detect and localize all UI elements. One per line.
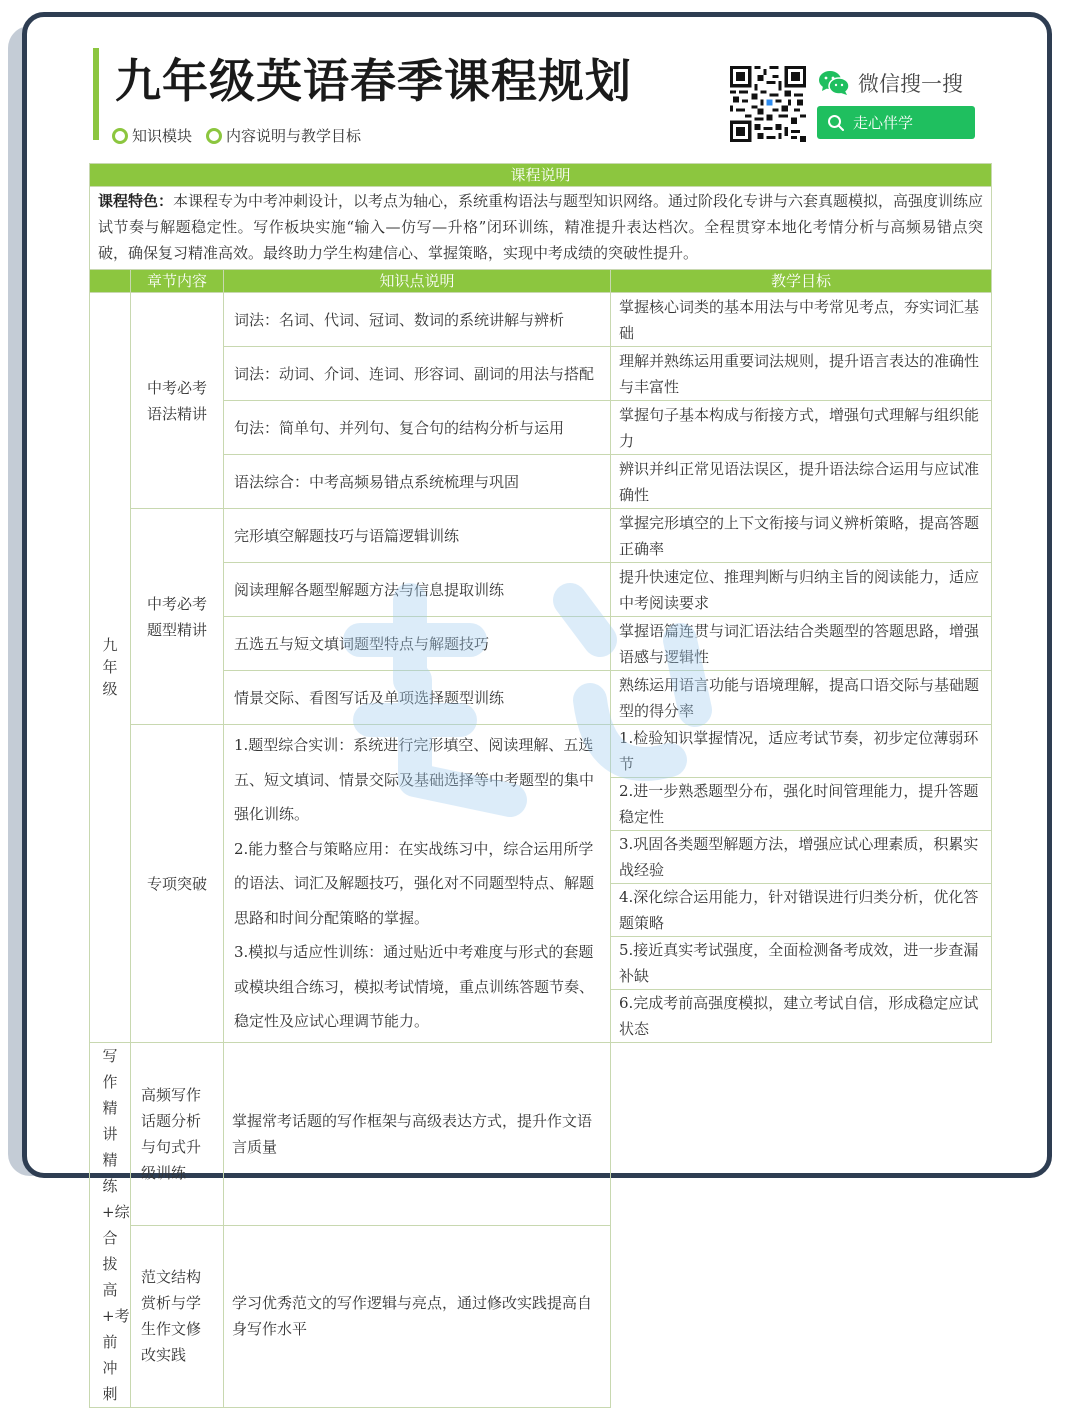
column-header-knowledge: 知识点说明 [224,270,611,293]
table-row [90,725,992,778]
knowledge-cell: 词法：名词、代词、冠词、数词的系统讲解与辨析 [224,293,611,347]
knowledge-cell: 范文结构赏析与学生作文修改实践 [131,1225,224,1408]
goal-cell: 1.检验知识掌握情况，适应考试节奏，初步定位薄弱环节 [611,725,992,778]
table-row [90,293,992,347]
goal-cell: 2.进一步熟悉题型分布，强化时间管理能力，提升答题稳定性 [611,778,992,831]
knowledge-item: 1.题型综合实训：系统进行完形填空、阅读理解、五选五、短文填词、情景交际及基础选择等中考题型的集中强化训练。 [234,736,595,824]
knowledge-cell: 高频写作话题分析与句式升级训练 [131,1043,224,1226]
grade-label: 九年级 [102,635,118,698]
table-row [90,509,992,563]
course-feature [90,187,992,270]
page-title: 九年级英语春季课程规划 [115,54,632,108]
knowledge-cell: 句法：简单句、并列句、复合句的结构分析与运用 [224,401,611,455]
goal-cell: 6.完成考前高强度模拟，建立考试自信，形成稳定应试状态 [611,990,992,1043]
course-desc-header-row [90,164,992,187]
chapter-cell: 专项突破 [131,725,224,1043]
column-header-row [90,270,992,293]
wechat-search-text: 微信搜一搜 [858,72,963,96]
goal-cell: 辨识并纠正常见语法误区，提升语法综合运用与应试准确性 [611,455,992,509]
chapter-cell: 中考必考题型精讲 [131,509,224,725]
legend-label: 内容说明与教学目标 [226,127,362,145]
table-row [90,671,992,725]
legend-label: 知识模块 [132,127,193,145]
goal-cell: 掌握句子基本构成与衔接方式，增强句式理解与组织能力 [611,401,992,455]
legend-item-knowledge [112,125,192,146]
column-header-grade [90,270,131,293]
goal-cell: 3.巩固各类题型解题方法，增强应试心理素质，积累实战经验 [611,831,992,884]
course-feature-text: 本课程专为中考冲刺设计，以考点为轴心，系统重构语法与题型知识网络。通过阶段化专讲与六套真题模拟，高强度训练应试节奏与解题稳定性。写作板块实施“输入—仿写—升格”闭环训练，精准提升表达档次。全程贯穿本地化考情分析与高频易错点突破，确保复习精准高效。最终助力学生构建信心、掌握策略，实现中考成绩的突破性提升。 [98,192,984,262]
goal-cell: 掌握常考话题的写作框架与高级表达方式，提升作文语言质量 [224,1043,611,1226]
wechat-logo-icon [818,70,850,96]
chapter-cell: 写作精讲精练+综合拔高+考前冲刺 [90,1043,131,1408]
circle-bullet-icon [112,128,128,144]
goal-cell: 掌握核心词类的基本用法与中考常见考点，夯实词汇基础 [611,293,992,347]
course-plan-table [89,163,992,1408]
table-row [90,1225,992,1408]
knowledge-item: 2.能力整合与策略应用：在实战练习中，综合运用所学的语法、词汇及解题技巧，强化对不同题型特点、解题思路和时间分配策略的掌握。 [234,839,595,927]
grade-cell [90,293,131,1043]
legend [112,125,375,146]
knowledge-item: 3.模拟与适应性训练：通过贴近中考难度与形式的套题或模块组合练习，模拟考试情境，重点训练答题节奏、稳定性及应试心理调节能力。 [234,943,595,1031]
wechat-account-name: 走心伴学 [853,114,914,132]
table-row [90,401,992,455]
knowledge-cell: 语法综合：中考高频易错点系统梳理与巩固 [224,455,611,509]
column-header-goal: 教学目标 [611,270,992,293]
table-row [90,1043,992,1226]
goal-cell: 学习优秀范文的写作逻辑与亮点，通过修改实践提高自身写作水平 [224,1225,611,1408]
column-header-chapter: 章节内容 [131,270,224,293]
goal-cell: 理解并熟练运用重要词法规则，提升语言表达的准确性与丰富性 [611,347,992,401]
knowledge-cell: 词法：动词、介词、连词、形容词、副词的用法与搭配 [224,347,611,401]
course-feature-label: 课程特色： [98,192,174,210]
chapter-cell: 中考必考语法精讲 [131,293,224,509]
title-accent-bar [93,48,99,140]
circle-bullet-icon [206,128,222,144]
knowledge-cell: 五选五与短文填词题型特点与解题技巧 [224,617,611,671]
qr-code-icon[interactable] [730,66,806,142]
goal-cell: 熟练运用语言功能与语境理解，提高口语交际与基础题型的得分率 [611,671,992,725]
knowledge-cell: 情景交际、看图写话及单项选择题型训练 [224,671,611,725]
course-feature-row [90,187,992,270]
wechat-search-button[interactable] [817,106,975,139]
table-row [90,455,992,509]
table-row [90,563,992,617]
knowledge-cell: 阅读理解各题型解题方法与信息提取训练 [224,563,611,617]
knowledge-cell [224,725,611,1043]
goal-cell: 掌握完形填空的上下文衔接与词义辨析策略，提高答题正确率 [611,509,992,563]
legend-item-content [206,125,361,146]
goal-cell: 4.深化综合运用能力，针对错误进行归类分析，优化答题策略 [611,884,992,937]
search-icon [827,114,845,132]
goal-cell: 5.接近真实考试强度，全面检测备考成效，进一步查漏补缺 [611,937,992,990]
table-row [90,347,992,401]
course-desc-header: 课程说明 [90,164,992,187]
table-row [90,617,992,671]
wechat-search-label [818,68,963,98]
knowledge-cell: 完形填空解题技巧与语篇逻辑训练 [224,509,611,563]
goal-cell: 掌握语篇连贯与词汇语法结合类题型的答题思路，增强语感与逻辑性 [611,617,992,671]
goal-cell: 提升快速定位、推理判断与归纳主旨的阅读能力，适应中考阅读要求 [611,563,992,617]
